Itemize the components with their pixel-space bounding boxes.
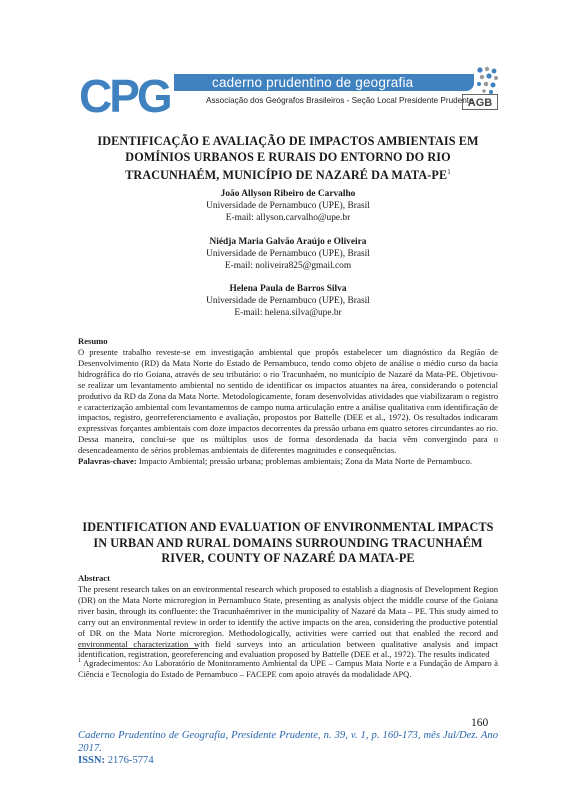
- keywords-pt: [78, 456, 498, 467]
- author-block-1: [78, 189, 498, 224]
- author-name: Helena Paula de Barros Silva: [229, 284, 347, 294]
- author-block-2: [78, 237, 498, 272]
- footnote: [78, 656, 498, 680]
- cpg-logo: [78, 72, 183, 116]
- journal-citation: Caderno Prudentino de Geografia, Presidente Prudente, n. 39, v. 1, p. 160-173, mês Jul/Dez. Ano 2017.: [78, 730, 498, 754]
- article-title-pt: [78, 134, 498, 184]
- keywords-text: Impacto Ambiental; pressão urbana; problemas ambientais; Zona da Mata Norte de Pernambuco.: [138, 456, 473, 467]
- dots-decoration-icon: [476, 66, 500, 96]
- abstract-text: The present research takes on an environmental research which proposed to establish a diagnosis of Development Region (DR) on the Mata Norte microregion in Pernambuco State, presenting as analysis object the middle course of the Goiana river basin, through its confluente: the Tracunhaémriver in the municipality of Nazaré da Mata – PE. This study aimed to carry out an environmental review in order to identify the active impacts on the area, considering the productive potential of DR on the Mata Norte microregion. Methodologically, activities were carried out that enabled the record and environmental characterization with field surveys into an articulation between qualitative analysis and impact identification, registration, georeferencing and evaluation proposed by Battelle (DEE et al., 1972). The results indicated: [78, 584, 498, 660]
- author-name: Niédja Maria Galvão Araújo e Oliveira: [209, 237, 367, 247]
- resumo-section: [78, 336, 498, 467]
- resumo-heading: Resumo: [78, 336, 108, 346]
- footnote-ref: 1: [447, 168, 451, 176]
- issn-label: ISSN:: [78, 755, 106, 766]
- journal-header: [78, 66, 498, 126]
- footnote-divider: [78, 648, 198, 649]
- keywords-label: Palavras-chave:: [78, 456, 137, 467]
- journal-name: caderno prudentino de geografia: [212, 75, 414, 90]
- author-affiliation: Universidade de Pernambuco (UPE), Brasil: [206, 200, 370, 211]
- author-email[interactable]: E-mail: helena.silva@upe.br: [234, 307, 342, 318]
- page-number: 160: [471, 717, 489, 729]
- author-email[interactable]: E-mail: allyson.carvalho@upe.br: [225, 212, 351, 223]
- footnote-text: Agradecimentos: Ao Laboratório de Monitoramento Ambiental da UPE – Campus Mata Norte e a Fundação de Amparo à Ciência e Tecnologia do Estado de Pernambuco – FACEPE com apoio através da modalidade APQ.: [78, 658, 498, 679]
- footnote-mark: 1: [78, 658, 81, 664]
- agb-logo-text: AGB: [467, 97, 493, 109]
- author-email[interactable]: E-mail: noliveira825@gmail.com: [224, 260, 352, 271]
- cpg-logo-text: CPG: [79, 72, 170, 116]
- article-title-en-text: IDENTIFICATION AND EVALUATION OF ENVIRONMENTAL IMPACTS IN URBAN AND RURAL DOMAINS SURROUNDING TRACUNHAÉM RIVER, COUNTY OF NAZARÉ DA MATA-PE: [82, 520, 494, 565]
- author-block-3: [78, 284, 498, 319]
- article-title-pt-text: IDENTIFICAÇÃO E AVALIAÇÃO DE IMPACTOS AMBIENTAIS EM DOMÍNIOS URBANOS E RURAIS DO ENTORNO DO RIO TRACUNHAÉM, MUNICÍPIO DE NAZARÉ DA MATA-PE: [97, 134, 479, 183]
- issn-value: 2176-5774: [105, 755, 154, 766]
- author-affiliation: Universidade de Pernambuco (UPE), Brasil: [206, 295, 370, 306]
- author-name: João Allyson Ribeiro de Carvalho: [220, 189, 356, 199]
- issn: [78, 755, 154, 766]
- article-title-en: [78, 520, 498, 567]
- abstract-heading: Abstract: [78, 573, 110, 583]
- author-affiliation: Universidade de Pernambuco (UPE), Brasil: [206, 248, 370, 259]
- agb-logo: [462, 94, 498, 110]
- resumo-text: O presente trabalho reveste-se em investigação ambiental que propôs estabelecer um diagnóstico da Região de Desenvolvimento (RD) da Mata Norte do Estado de Pernambuco, tendo como objeto de análise o médio curso da bacia hidrográfica do rio Goiana, através de seu tributário: o rio Tracunhaém, no município de Nazaré da Mata-PE. Objetivou-se realizar um levantamento ambiental no sentido de identificar os impactos atuantes na área, considerando o potencial produtivo da RD da Zona da Mata Norte. Metodologicamente, foram desenvolvidas atividades que viabilizaram o registro e caracterização ambiental com levantamentos de campo numa articulação entre a análise qualitativa com identificação de impactos, registro, georreferenciamento e avaliação, propostos por Battelle (DEE et al., 1972). Os resultados indicaram expressivas forçantes ambientais com doze impactos decorrentes da pressão urbana em quatro setores circundantes ao rio. Dessa maneira, conclui-se que os múltiplos usos de forma desordenada da bacia vêm convergindo para o desencadeamento de sérios problemas ambientais de diferentes magnitudes e consequências.: [78, 347, 498, 456]
- association-name: Associação dos Geógrafos Brasileiros - Seção Local Presidente Prudente: [206, 96, 474, 105]
